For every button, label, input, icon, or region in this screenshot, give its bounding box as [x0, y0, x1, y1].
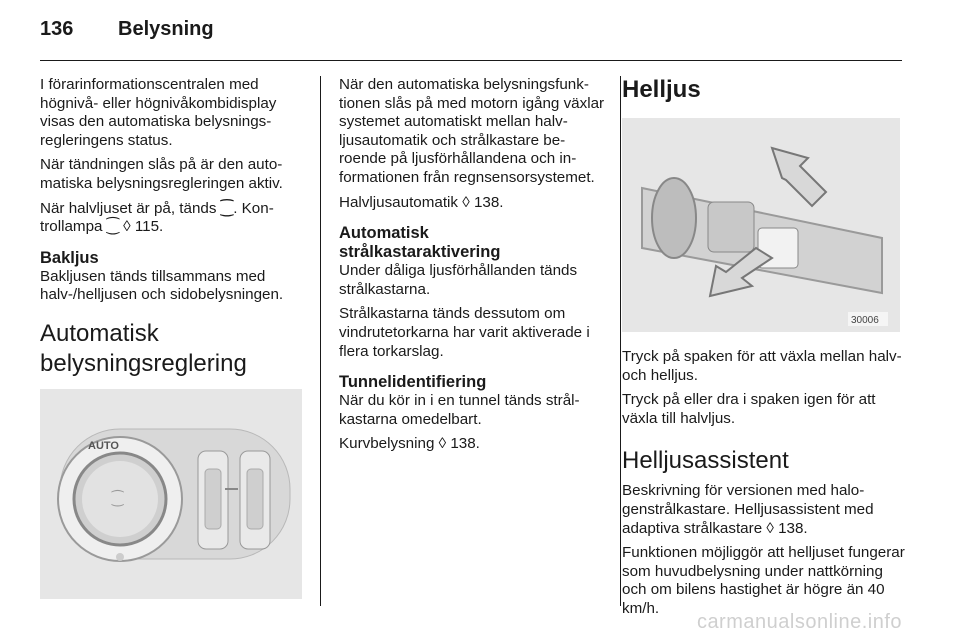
paragraph-bakljus: Bakljusen tänds tillsammans med halv-/helljusen och sidobelysningen. — [40, 267, 284, 304]
light-switch-figure — [40, 389, 302, 599]
column-1 — [40, 76, 308, 599]
figure-code: 30006 — [851, 315, 879, 326]
paragraph-assist-function: Funktionen möjliggör att helljuset fungerar som huvudbelysning under nattkörning och om bilens hastighet är högre än 40 km/h. — [622, 544, 905, 617]
paragraph-status: I förarinformationscentralen med högnivå- eller högnivåkombidisplay visas den automatiska belysningsregleringens status. — [40, 76, 277, 149]
stalk-illustration — [622, 118, 900, 332]
column-divider-2 — [620, 76, 621, 606]
low-beam-icon: ⁐ — [220, 199, 234, 217]
column-2 — [339, 76, 607, 460]
paragraph-low-beam: När halvljuset är på, tänds ⁐. Kontrollampa ⁐ ◊ 115. — [40, 199, 274, 236]
column-3 — [622, 76, 908, 625]
heading-assist: Helljusassistent — [622, 447, 789, 475]
paragraph-wipers: Strålkastarna tänds dessutom om vindrutetorkarna har varit aktiverade i flera torkarslag. — [339, 305, 590, 360]
paragraph-curve-light: Kurvbelysning ◊ 138. — [339, 435, 480, 453]
heading-tunnel: Tunnelidentifiering — [339, 373, 487, 392]
svg-text:⁐: ⁐ — [112, 490, 124, 507]
paragraph-low-beam-ref: Halvljusautomatik ◊ 138. — [339, 193, 504, 211]
stalk-figure — [622, 118, 900, 332]
paragraph-push-stalk: Tryck på spaken för att växla mellan halv- och helljus. — [622, 348, 902, 384]
paragraph-poor-light: Under dåliga ljusförhållanden tänds strålkastarna. — [339, 262, 578, 298]
paragraph-ignition: När tändningen slås på är den automatiska belysningsregleringen aktiv. — [40, 156, 283, 192]
paragraph-assist-desc: Beskrivning för versionen med halogenstrålkastare. Helljusassistent med adaptiva strålkastare ◊ 138. — [622, 482, 874, 537]
page-title: Belysning — [118, 18, 214, 40]
heading-automatic-lighting: Automatisk belysningsreglering — [40, 319, 247, 377]
watermark: carmanualsonline.info — [696, 611, 902, 633]
paragraph-tunnel: När du kör in i en tunnel tänds strålkastarna omedelbart. — [339, 392, 580, 428]
heading-headlight-activation: Automatisk strålkastaraktivering — [339, 224, 501, 262]
light-switch-illustration — [40, 389, 302, 599]
indicator-reference: ⁐ ◊ 115. — [106, 218, 164, 236]
paragraph-auto-function: När den automatiska belysningsfunktionen slås på med motorn igång växlar systemet automatiskt mellan halvljusautomatik och strålkastare beroende på ljusförhållandena och informationen från regnsensorsystemet. — [339, 76, 605, 186]
column-divider-1 — [320, 76, 321, 606]
page-header — [40, 18, 214, 41]
header-rule — [40, 60, 902, 61]
heading-bakljus: Bakljus — [40, 248, 99, 267]
paragraph-pull-stalk: Tryck på eller dra i spaken igen för att växla till halvljus. — [622, 391, 876, 427]
auto-label: AUTO — [88, 439, 119, 452]
page-number: 136 — [40, 18, 74, 40]
heading-helljus: Helljus — [622, 76, 701, 103]
